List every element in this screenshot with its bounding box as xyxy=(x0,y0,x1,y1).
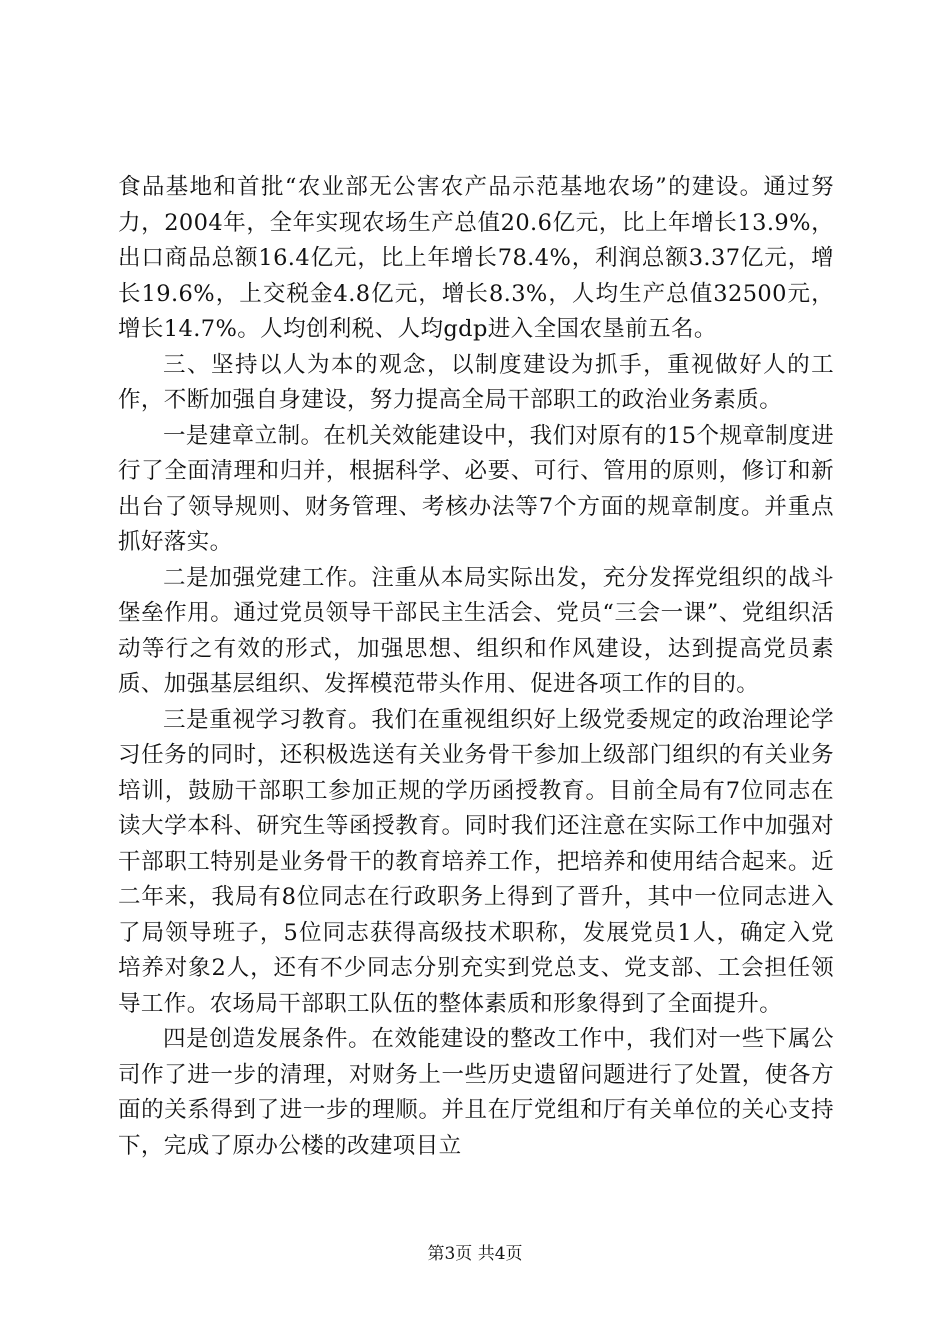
document-body xyxy=(118,170,834,1164)
paragraph-continuation: 食品基地和首批“农业部无公害农产品示范基地农场”的建设。通过努力，2004年，全年实现农场生产总值20.6亿元，比上年增长13.9%，出口商品总额16.4亿元，比上年增长78.4%，利润总额3.37亿元，增长19.6%，上交税金4.8亿元，增长8.3%，人均生产总值32500元，增长14.7%。人均创利税、人均gdp进入全国农垦前五名。 xyxy=(118,174,834,342)
paragraph-rules-system: 一是建章立制。在机关效能建设中，我们对原有的15个规章制度进行了全面清理和归并，根据科学、必要、可行、管用的原则，修订和新出台了领导规则、财务管理、考核办法等7个方面的规章制度。并重点抓好落实。 xyxy=(118,422,834,555)
page-number-footer: 第3页 共4页 xyxy=(427,1244,523,1264)
paragraph-party-building: 二是加强党建工作。注重从本局实际出发，充分发挥党组织的战斗堡垒作用。通过党员领导干部民主生活会、党员“三会一课”、党组织活动等行之有效的形式，加强思想、组织和作风建设，达到提高党员素质、加强基层组织、发挥模范带头作用、促进各项工作的目的。 xyxy=(118,564,834,697)
paragraph-study-education: 三是重视学习教育。我们在重视组织好上级党委规定的政治理论学习任务的同时，还积极选送有关业务骨干参加上级部门组织的有关业务培训，鼓励干部职工参加正规的学历函授教育。目前全局有7位同志在读大学本科、研究生等函授教育。同时我们还注意在实际工作中加强对干部职工特别是业务骨干的教育培养工作，把培养和使用结合起来。近二年来，我局有8位同志在行政职务上得到了晋升，其中一位同志进入了局领导班子，5位同志获得高级技术职称，发展党员1人，确定入党培养对象2人，还有不少同志分别充实到党总支、党支部、工会担任领导工作。农场局干部职工队伍的整体素质和形象得到了全面提升。 xyxy=(118,706,834,1017)
paragraph-development-conditions: 四是创造发展条件。在效能建设的整改工作中，我们对一些下属公司作了进一步的清理，对财务上一些历史遗留问题进行了处置，使各方面的关系得到了进一步的理顺。并且在厅党组和厅有关单位的关心支持下，完成了原办公楼的改建项目立 xyxy=(118,1026,834,1159)
section-heading-paragraph: 三、坚持以人为本的观念，以制度建设为抓手，重视做好人的工作，不断加强自身建设，努力提高全局干部职工的政治业务素质。 xyxy=(118,351,834,413)
